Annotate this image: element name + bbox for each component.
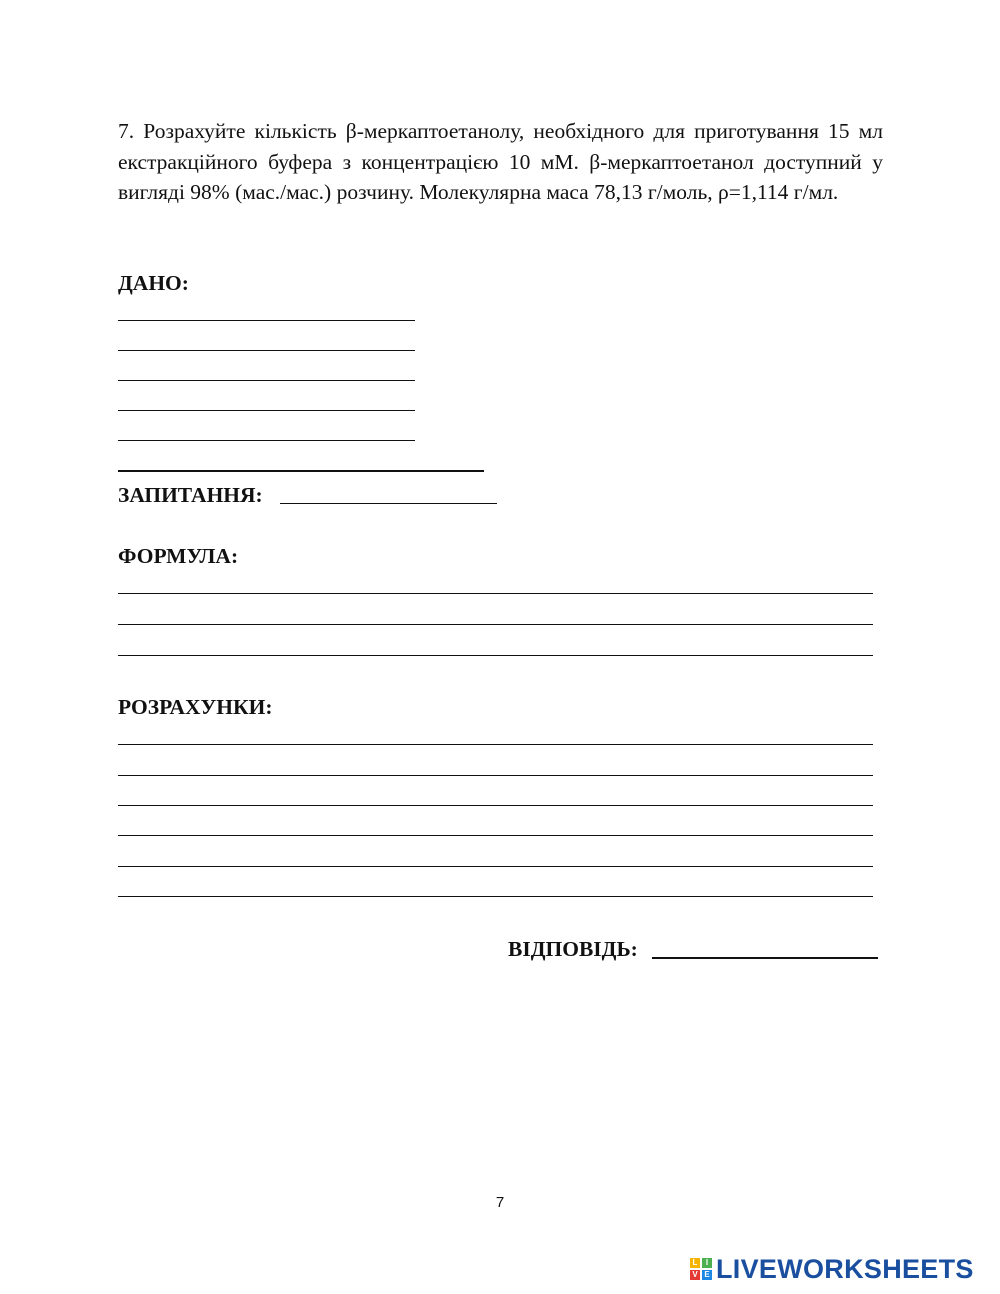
liveworksheets-logo-text: LIVEWORKSHEETS: [716, 1253, 974, 1284]
liveworksheets-logo[interactable]: [690, 1254, 974, 1284]
calc-answer-line[interactable]: [118, 744, 873, 745]
dano-label: ДАНО:: [118, 271, 189, 295]
problem-text: 7. Розрахуйте кількість β-меркаптоетанолу, необхідного для приготування 15 мл екстракційного буфера з концентрацією 10 мМ. β-меркаптоетанол доступний у вигляді 98% (мас./мас.) розчину. Молекулярна маса 78,13 г/моль, ρ=1,114 г/мл.: [118, 119, 883, 204]
zapytannia-label: [118, 482, 263, 508]
dano-divider-line: [118, 470, 484, 472]
dano-answer-line[interactable]: [118, 380, 415, 381]
zapytannia-label-text: ЗАПИТАННЯ:: [118, 483, 263, 507]
dano-answer-line[interactable]: [118, 350, 415, 351]
formula-answer-line[interactable]: [118, 593, 873, 594]
dano-answer-line[interactable]: [118, 320, 415, 321]
formula-answer-line[interactable]: [118, 624, 873, 625]
calc-answer-line[interactable]: [118, 866, 873, 867]
calc-answer-line[interactable]: [118, 896, 873, 897]
formula-answer-line[interactable]: [118, 655, 873, 656]
logo-mark-letter: L: [690, 1258, 700, 1268]
page-number: 7: [495, 1194, 505, 1211]
logo-mark-letter: I: [702, 1258, 712, 1268]
liveworksheets-logo-icon: [690, 1258, 712, 1280]
formula-label: ФОРМУЛА:: [118, 544, 239, 568]
logo-mark-letter: E: [702, 1270, 712, 1280]
logo-mark-letter: V: [690, 1270, 700, 1280]
dano-answer-line[interactable]: [118, 440, 415, 441]
calc-answer-line[interactable]: [118, 775, 873, 776]
vidpovid-answer-line[interactable]: [652, 957, 878, 959]
calc-answer-line[interactable]: [118, 805, 873, 806]
zapytannia-answer-line[interactable]: [280, 503, 497, 504]
vidpovid-label: ВІДПОВІДЬ:: [508, 937, 638, 961]
rozrakhunky-label: РОЗРАХУНКИ:: [118, 695, 273, 719]
dano-answer-line[interactable]: [118, 410, 415, 411]
calc-answer-line[interactable]: [118, 835, 873, 836]
